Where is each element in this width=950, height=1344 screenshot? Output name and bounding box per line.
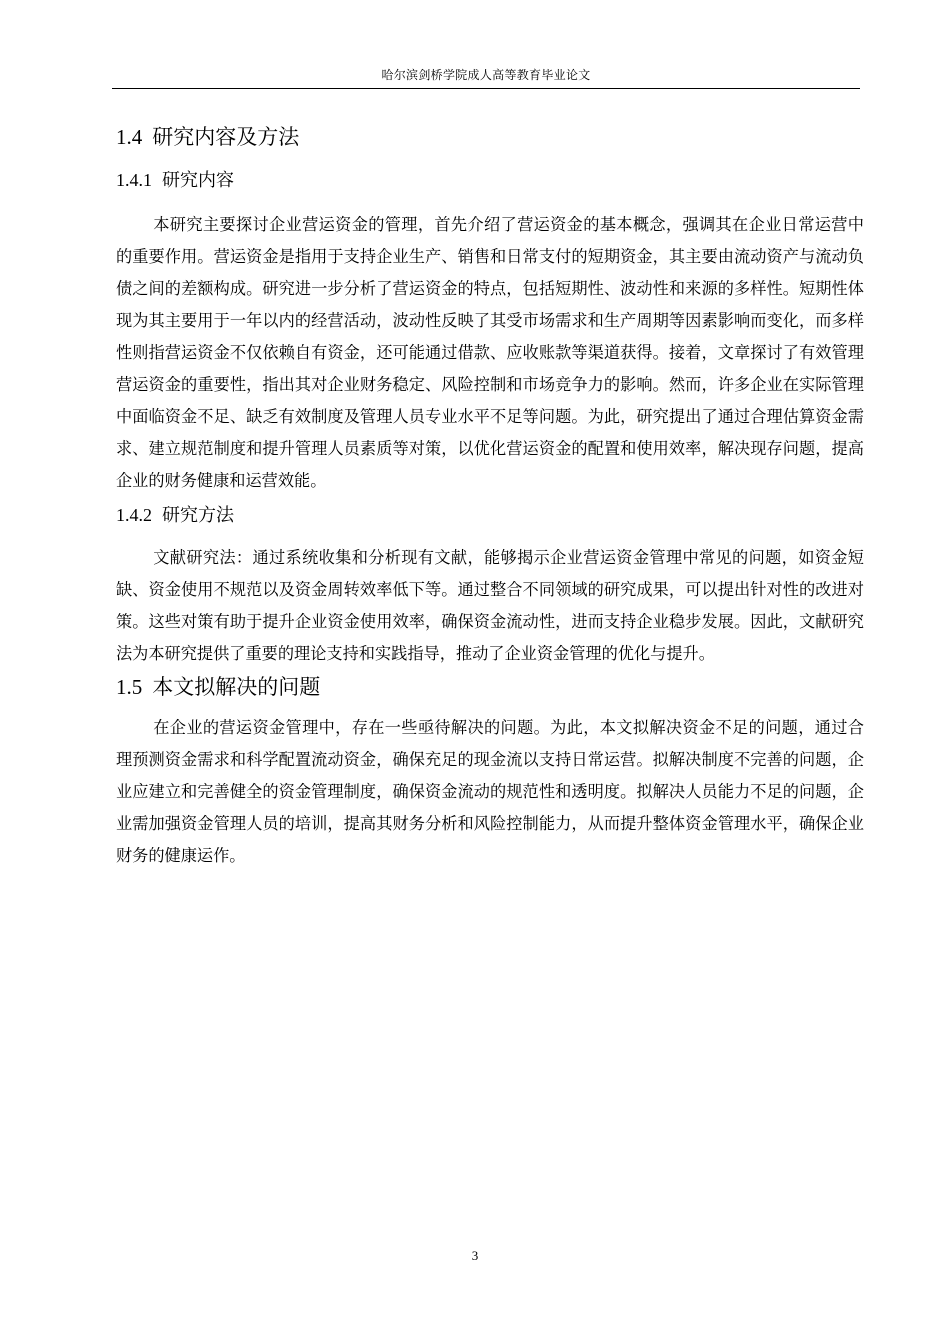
paragraph-problems: 在企业的营运资金管理中，存在一些亟待解决的问题。为此，本文拟解决资金不足的问题，通过合理预测资金需求和科学配置流动资金，确保充足的现金流以支持日常运营。拟解决制度不完善的问题，企业应建立和完善健全的资金管理制度，确保资金流动的规范性和透明度。拟解决人员能力不足的问题，企业需加强资金管理人员的培训，提高其财务分析和风险控制能力，从而提升整体资金管理水平，确保企业财务的健康运作。: [116, 718, 864, 865]
paragraph-research-method: 文献研究法：通过系统收集和分析现有文献，能够揭示企业营运资金管理中常见的问题，如资金短缺、资金使用不规范以及资金周转效率低下等。通过整合不同领域的研究成果，可以提出针对性的改进对策。这些对策有助于提升企业资金使用效率，确保资金流动性，进而支持企业稳步发展。因此，文献研究法为本研究提供了重要的理论支持和实践指导，推动了企业资金管理的优化与提升。: [116, 548, 864, 663]
page-header: [112, 66, 860, 89]
section-title: 研究内容及方法: [152, 125, 300, 149]
document-body: [116, 118, 864, 872]
section-number: 1.4: [116, 125, 143, 149]
section-heading-1-5: [116, 672, 864, 702]
section-title: 研究内容: [162, 170, 234, 191]
section-heading-1-4-1: [116, 166, 864, 195]
section-number: 1.4.2: [116, 505, 152, 525]
section-heading-1-4-2: [116, 501, 864, 530]
section-number: 1.5: [116, 675, 143, 699]
section-heading-1-4: [116, 122, 864, 152]
paragraph-research-content: 本研究主要探讨企业营运资金的管理，首先介绍了营运资金的基本概念，强调其在企业日常运营中的重要作用。营运资金是指用于支持企业生产、销售和日常支付的短期资金，其主要由流动资产与流动负债之间的差额构成。研究进一步分析了营运资金的特点，包括短期性、波动性和来源的多样性。短期性体现为其主要用于一年以内的经营活动，波动性反映了其受市场需求和生产周期等因素影响而变化，而多样性则指营运资金不仅依赖自有资金，还可能通过借款、应收账款等渠道获得。接着，文章探讨了有效管理营运资金的重要性，指出其对企业财务稳定、风险控制和市场竞争力的影响。然而，许多企业在实际管理中面临资金不足、缺乏有效制度及管理人员专业水平不足等问题。为此，研究提出了通过合理估算资金需求、建立规范制度和提升管理人员素质等对策，以优化营运资金的配置和使用效率，解决现存问题，提高企业的财务健康和运营效能。: [116, 215, 864, 490]
section-number: 1.4.1: [116, 170, 152, 190]
page-number: 3: [471, 1248, 479, 1263]
section-title: 研究方法: [162, 505, 234, 526]
header-title: 哈尔滨剑桥学院成人高等教育毕业论文: [381, 68, 591, 82]
section-title: 本文拟解决的问题: [152, 675, 321, 699]
